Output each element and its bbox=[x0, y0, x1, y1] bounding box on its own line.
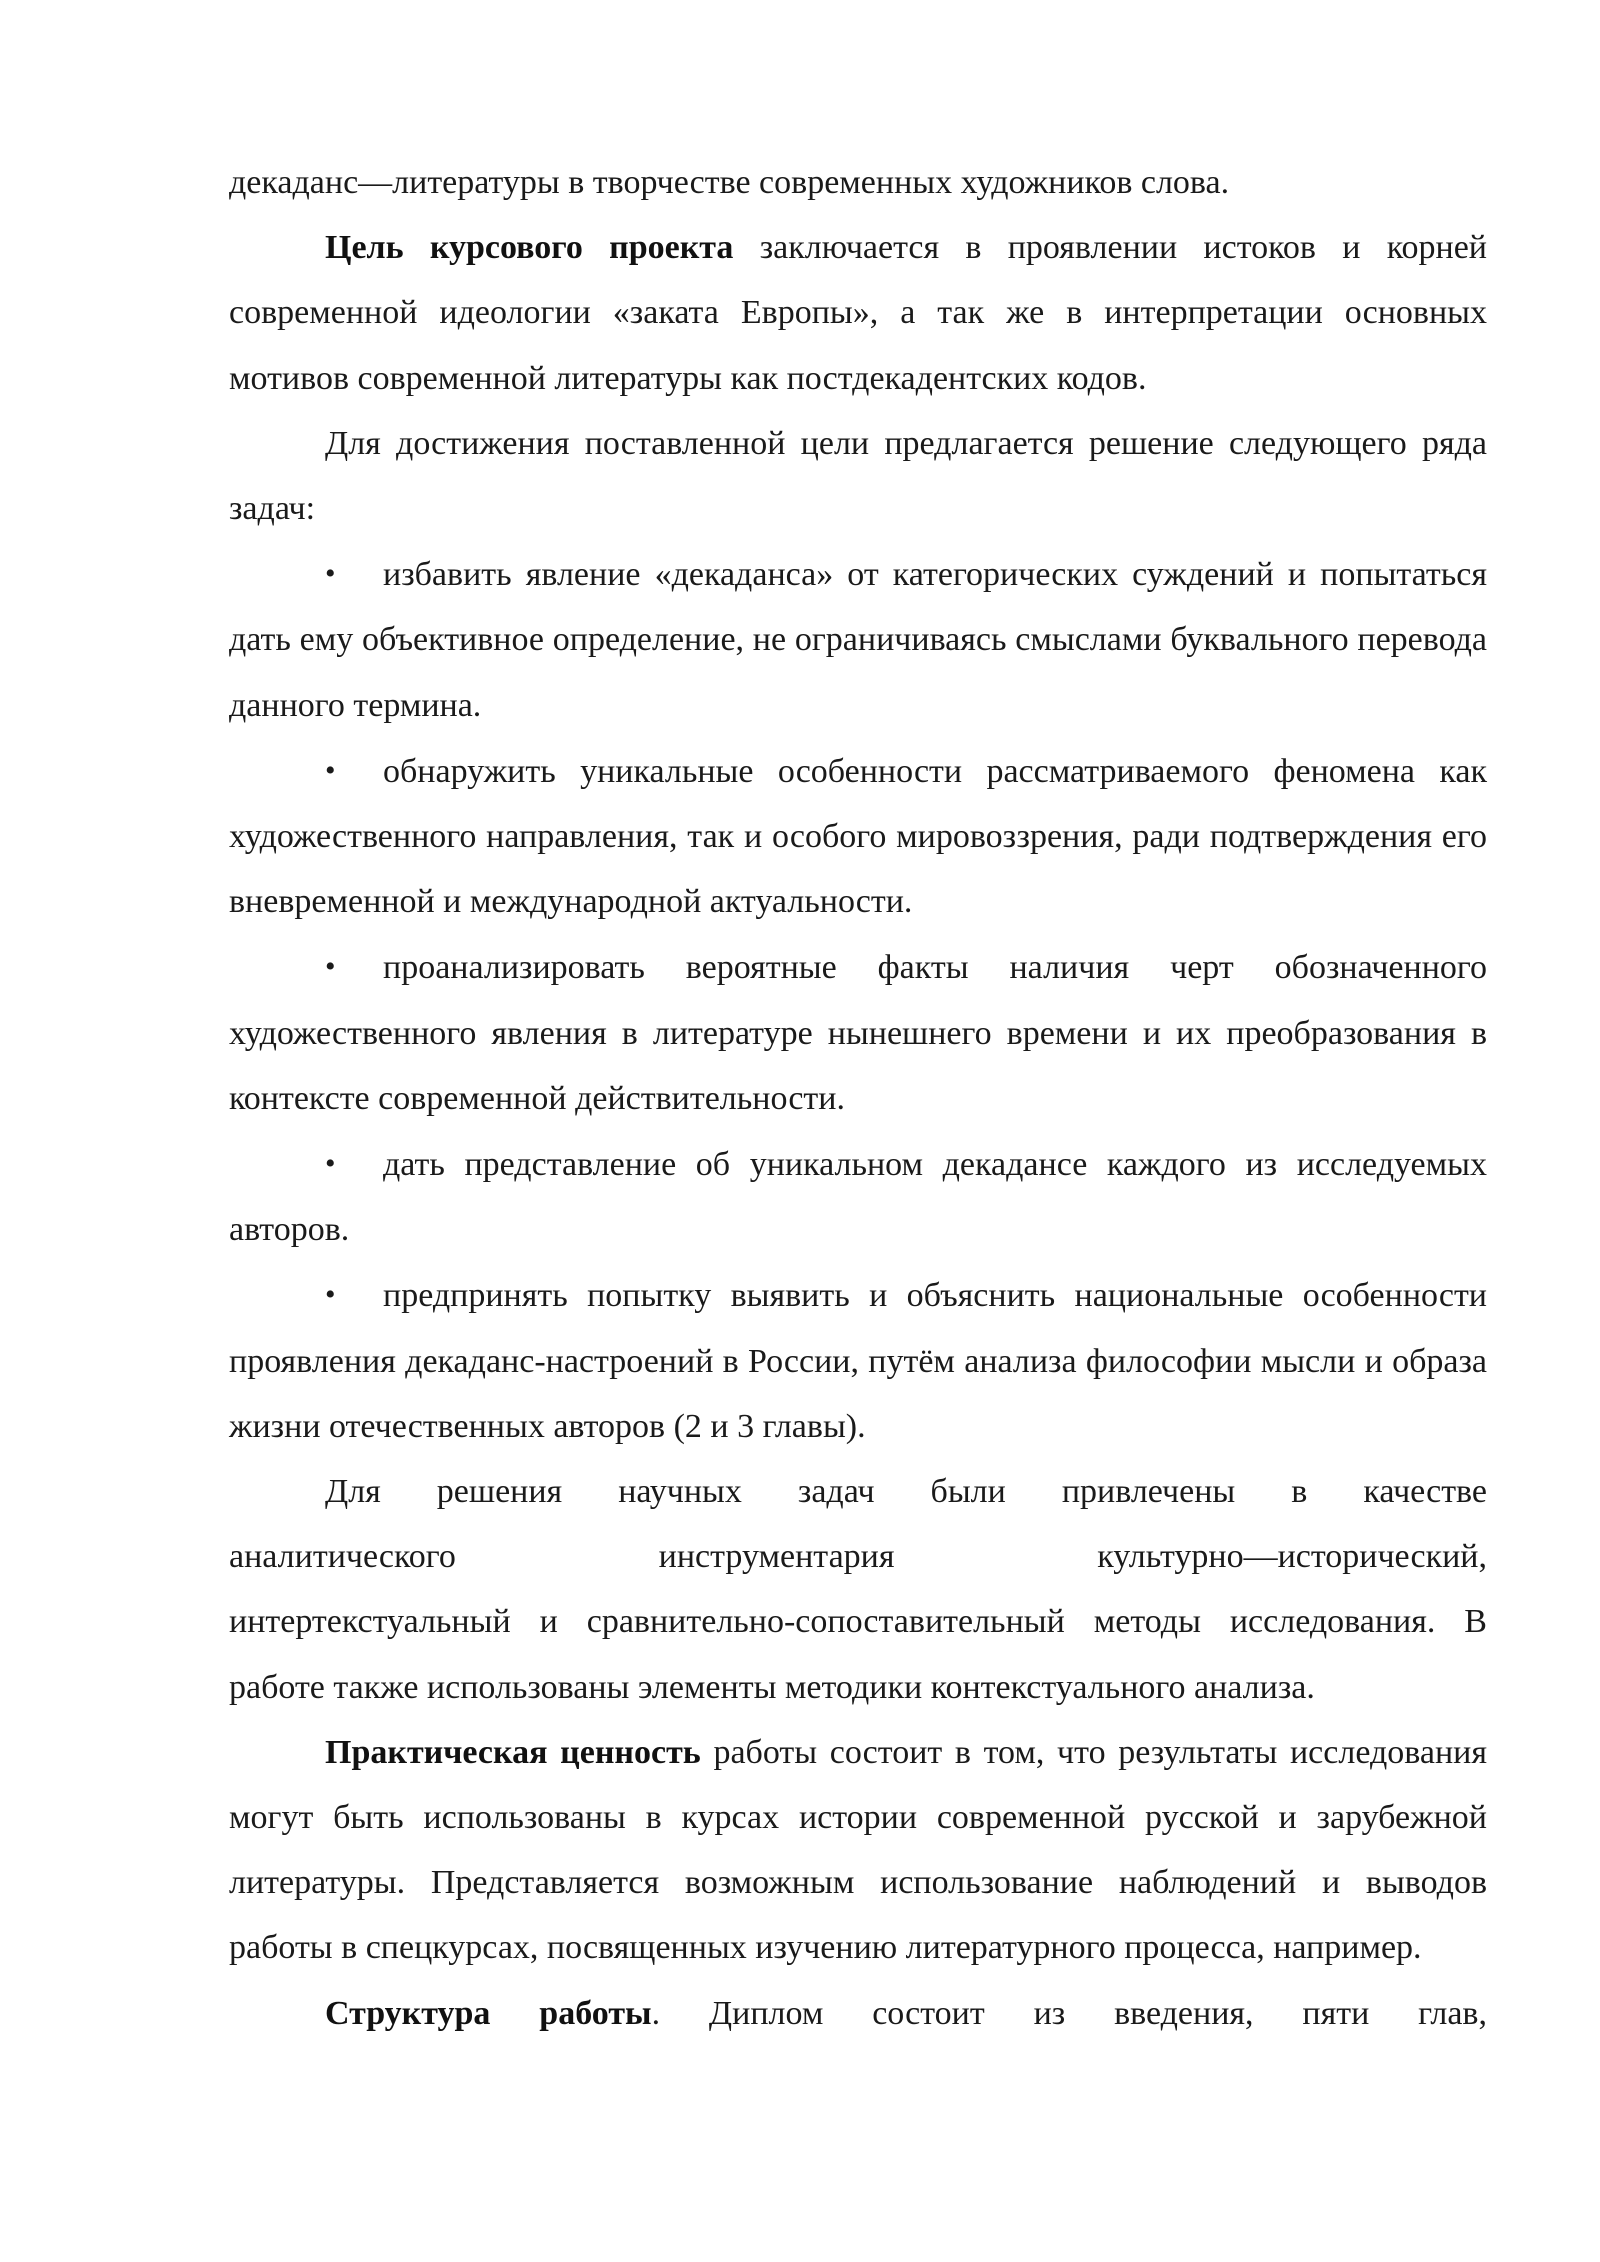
practical-text: работы состоит в том, что результаты исследования могут быть использованы в курсах истории современной русской и зарубежной литературы. Представляется возможным использование наблюдений и выводов работы в спецкурсах, посвященных изучению литературного процесса, например. bbox=[229, 1733, 1487, 1967]
task-item bbox=[229, 934, 1487, 1131]
structure-paragraph bbox=[229, 1981, 1487, 2046]
goal-paragraph bbox=[229, 215, 1487, 411]
practical-heading: Практическая ценность bbox=[325, 1733, 701, 1771]
bullet-icon: • bbox=[325, 557, 336, 591]
task-item bbox=[229, 1262, 1487, 1459]
task-text: предпринять попытку выявить и объяснить национальные особенности проявления декаданс-настроений в России, путём анализа философии мысли и образа жизни отечественных авторов (2 и 3 главы). bbox=[229, 1277, 1487, 1445]
methods-line: аналитического инструментария культурно—исторический, bbox=[229, 1538, 1487, 1576]
bullet-icon: • bbox=[325, 950, 336, 984]
task-item bbox=[229, 1131, 1487, 1262]
methods-line: Для решения научных задач были привлечены в качестве bbox=[325, 1473, 1487, 1511]
practical-paragraph bbox=[229, 1720, 1487, 1981]
task-text: проанализировать вероятные факты наличия черт обозначенного художественного явления в литературе нынешнего времени и их преобразования в контексте современной действительности. bbox=[229, 949, 1487, 1117]
bullet-icon: • bbox=[325, 1147, 336, 1181]
structure-text: . Диплом состоит из введения, пяти глав, bbox=[651, 1994, 1487, 2032]
task-text: обнаружить уникальные особенности рассматриваемого феномена как художественного направления, так и особого мировоззрения, ради подтверждения его вневременной и международной актуальности. bbox=[229, 752, 1487, 921]
task-text: дать представление об уникальном декадансе каждого из исследуемых авторов. bbox=[229, 1146, 1487, 1249]
task-text: избавить явление «декаданса» от категорических суждений и попытаться дать ему объективное определение, не ограничиваясь смыслами буквального перевода данного термина. bbox=[229, 556, 1487, 724]
methods-paragraph bbox=[229, 1459, 1487, 1720]
task-item bbox=[229, 738, 1487, 935]
document-page bbox=[229, 150, 1487, 2046]
intro-line: декаданс—литературы в творчестве современных художников слова. bbox=[229, 164, 1230, 201]
methods-text: интертекстуальный и сравнительно-сопоставительный методы исследования. В работе также использованы элементы методики контекстуального анализа. bbox=[229, 1603, 1487, 1706]
goal-text: заключается в проявлении истоков и корней современной идеологии «заката Европы», а так же в интерпретации основных мотивов современной литературы как постдекадентских кодов. bbox=[229, 229, 1487, 397]
tasks-intro: Для достижения поставленной цели предлагается решение следующего ряда задач: bbox=[229, 424, 1487, 528]
goal-heading: Цель курсового проекта bbox=[325, 229, 734, 267]
bullet-icon: • bbox=[325, 753, 336, 787]
structure-heading: Структура работы bbox=[325, 1994, 652, 2032]
task-item bbox=[229, 541, 1487, 738]
bullet-icon: • bbox=[325, 1278, 336, 1312]
